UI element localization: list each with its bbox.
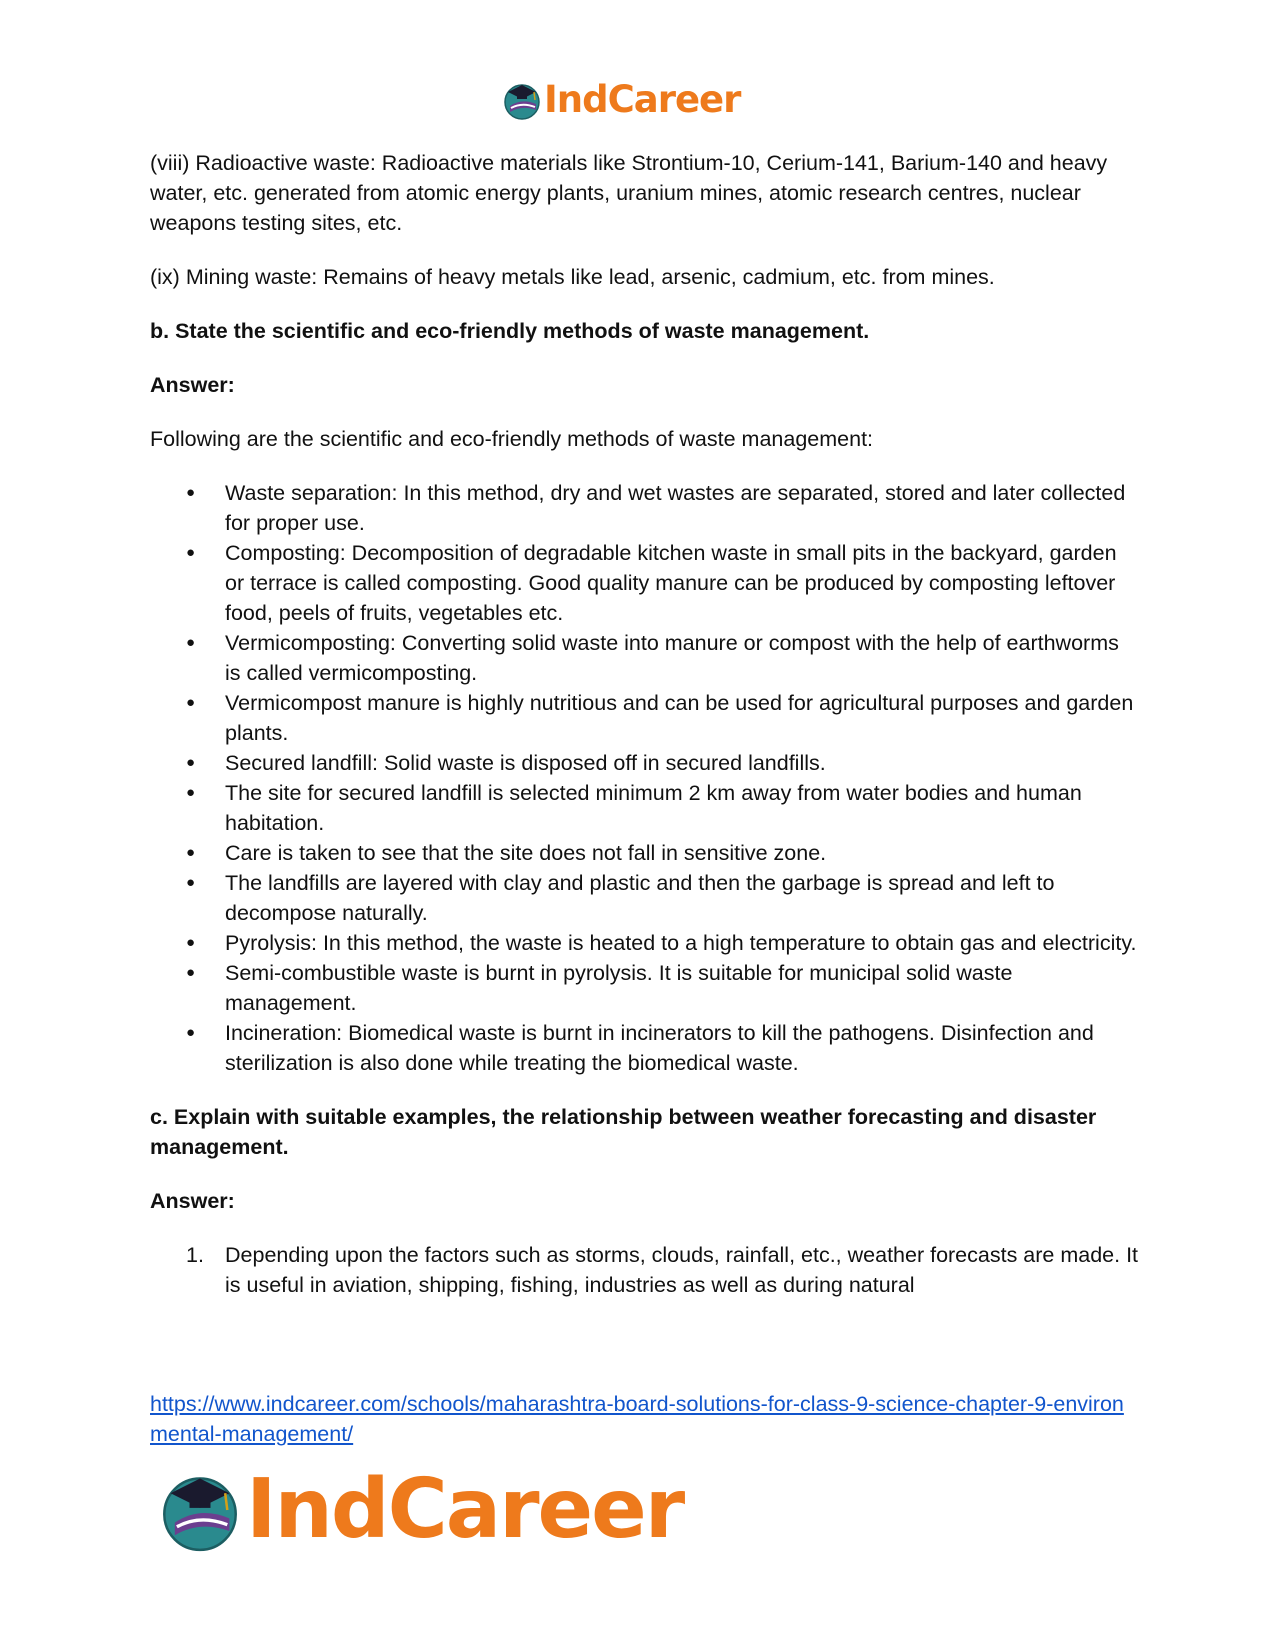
list-item: ● Secured landfill: Solid waste is disposed off in secured landfills. xyxy=(150,748,1140,778)
answer-label: Answer: xyxy=(150,1189,235,1213)
list-item: ● Pyrolysis: In this method, the waste is heated to a high temperature to obtain gas and electricity. xyxy=(150,928,1140,958)
graduation-globe-icon xyxy=(502,80,542,120)
source-link[interactable]: https://www.indcareer.com/schools/maharashtra-board-solutions-for-class-9-science-chapter-9-environmental-management/ xyxy=(150,1392,1124,1446)
footer-logo xyxy=(158,1462,683,1557)
list-item: ● The site for secured landfill is selected minimum 2 km away from water bodies and human habitation. xyxy=(150,778,1140,838)
list-item: ● The landfills are layered with clay and plastic and then the garbage is spread and left to decompose naturally. xyxy=(150,868,1140,928)
logo-text: IndCareer xyxy=(544,78,741,121)
logo-text: IndCareer xyxy=(246,1462,684,1557)
answer-label: Answer: xyxy=(150,373,235,397)
list-number: 1. xyxy=(186,1243,204,1267)
list-item-text: Depending upon the factors such as storms, clouds, rainfall, etc., weather forecasts are made. It is useful in aviation, shipping, fishing, industries as well as during natural xyxy=(225,1243,1139,1297)
header-logo xyxy=(502,78,740,121)
document-body xyxy=(150,148,1140,1300)
question-b: b. State the scientific and eco-friendly methods of waste management. xyxy=(150,319,870,343)
list-item: ● Semi-combustible waste is burnt in pyrolysis. It is suitable for municipal solid waste management. xyxy=(150,958,1140,1018)
list-item: ● Composting: Decomposition of degradable kitchen waste in small pits in the backyard, garden or terrace is called composting. Good quality manure can be produced by composting leftover food, peels of fruits, vegetables etc. xyxy=(150,538,1140,628)
waste-methods-list xyxy=(150,478,1140,1078)
paragraph-mining-waste: (ix) Mining waste: Remains of heavy metals like lead, arsenic, cadmium, etc. from mines. xyxy=(150,265,995,289)
graduation-globe-icon xyxy=(158,1468,242,1552)
list-item: ● Waste separation: In this method, dry and wet wastes are separated, stored and later collected for proper use. xyxy=(150,478,1140,538)
list-item: ● Care is taken to see that the site does not fall in sensitive zone. xyxy=(150,838,1140,868)
list-item: ● Incineration: Biomedical waste is burnt in incinerators to kill the pathogens. Disinfection and sterilization is also done while treating the biomedical waste. xyxy=(150,1018,1140,1078)
weather-list xyxy=(150,1240,1140,1300)
paragraph-radioactive-waste: (viii) Radioactive waste: Radioactive materials like Strontium-10, Cerium-141, Barium-140 and heavy water, etc. generated from atomic energy plants, uranium mines, atomic research centres, nuclear weapons testing sites, etc. xyxy=(150,151,1108,235)
list-item: ● Vermicomposting: Converting solid waste into manure or compost with the help of earthworms is called vermicomposting. xyxy=(150,628,1140,688)
list-item xyxy=(150,1240,1140,1300)
list-item: ● Vermicompost manure is highly nutritious and can be used for agricultural purposes and garden plants. xyxy=(150,688,1140,748)
answer-intro: Following are the scientific and eco-friendly methods of waste management: xyxy=(150,427,874,451)
question-c: c. Explain with suitable examples, the relationship between weather forecasting and disaster management. xyxy=(150,1105,1097,1159)
